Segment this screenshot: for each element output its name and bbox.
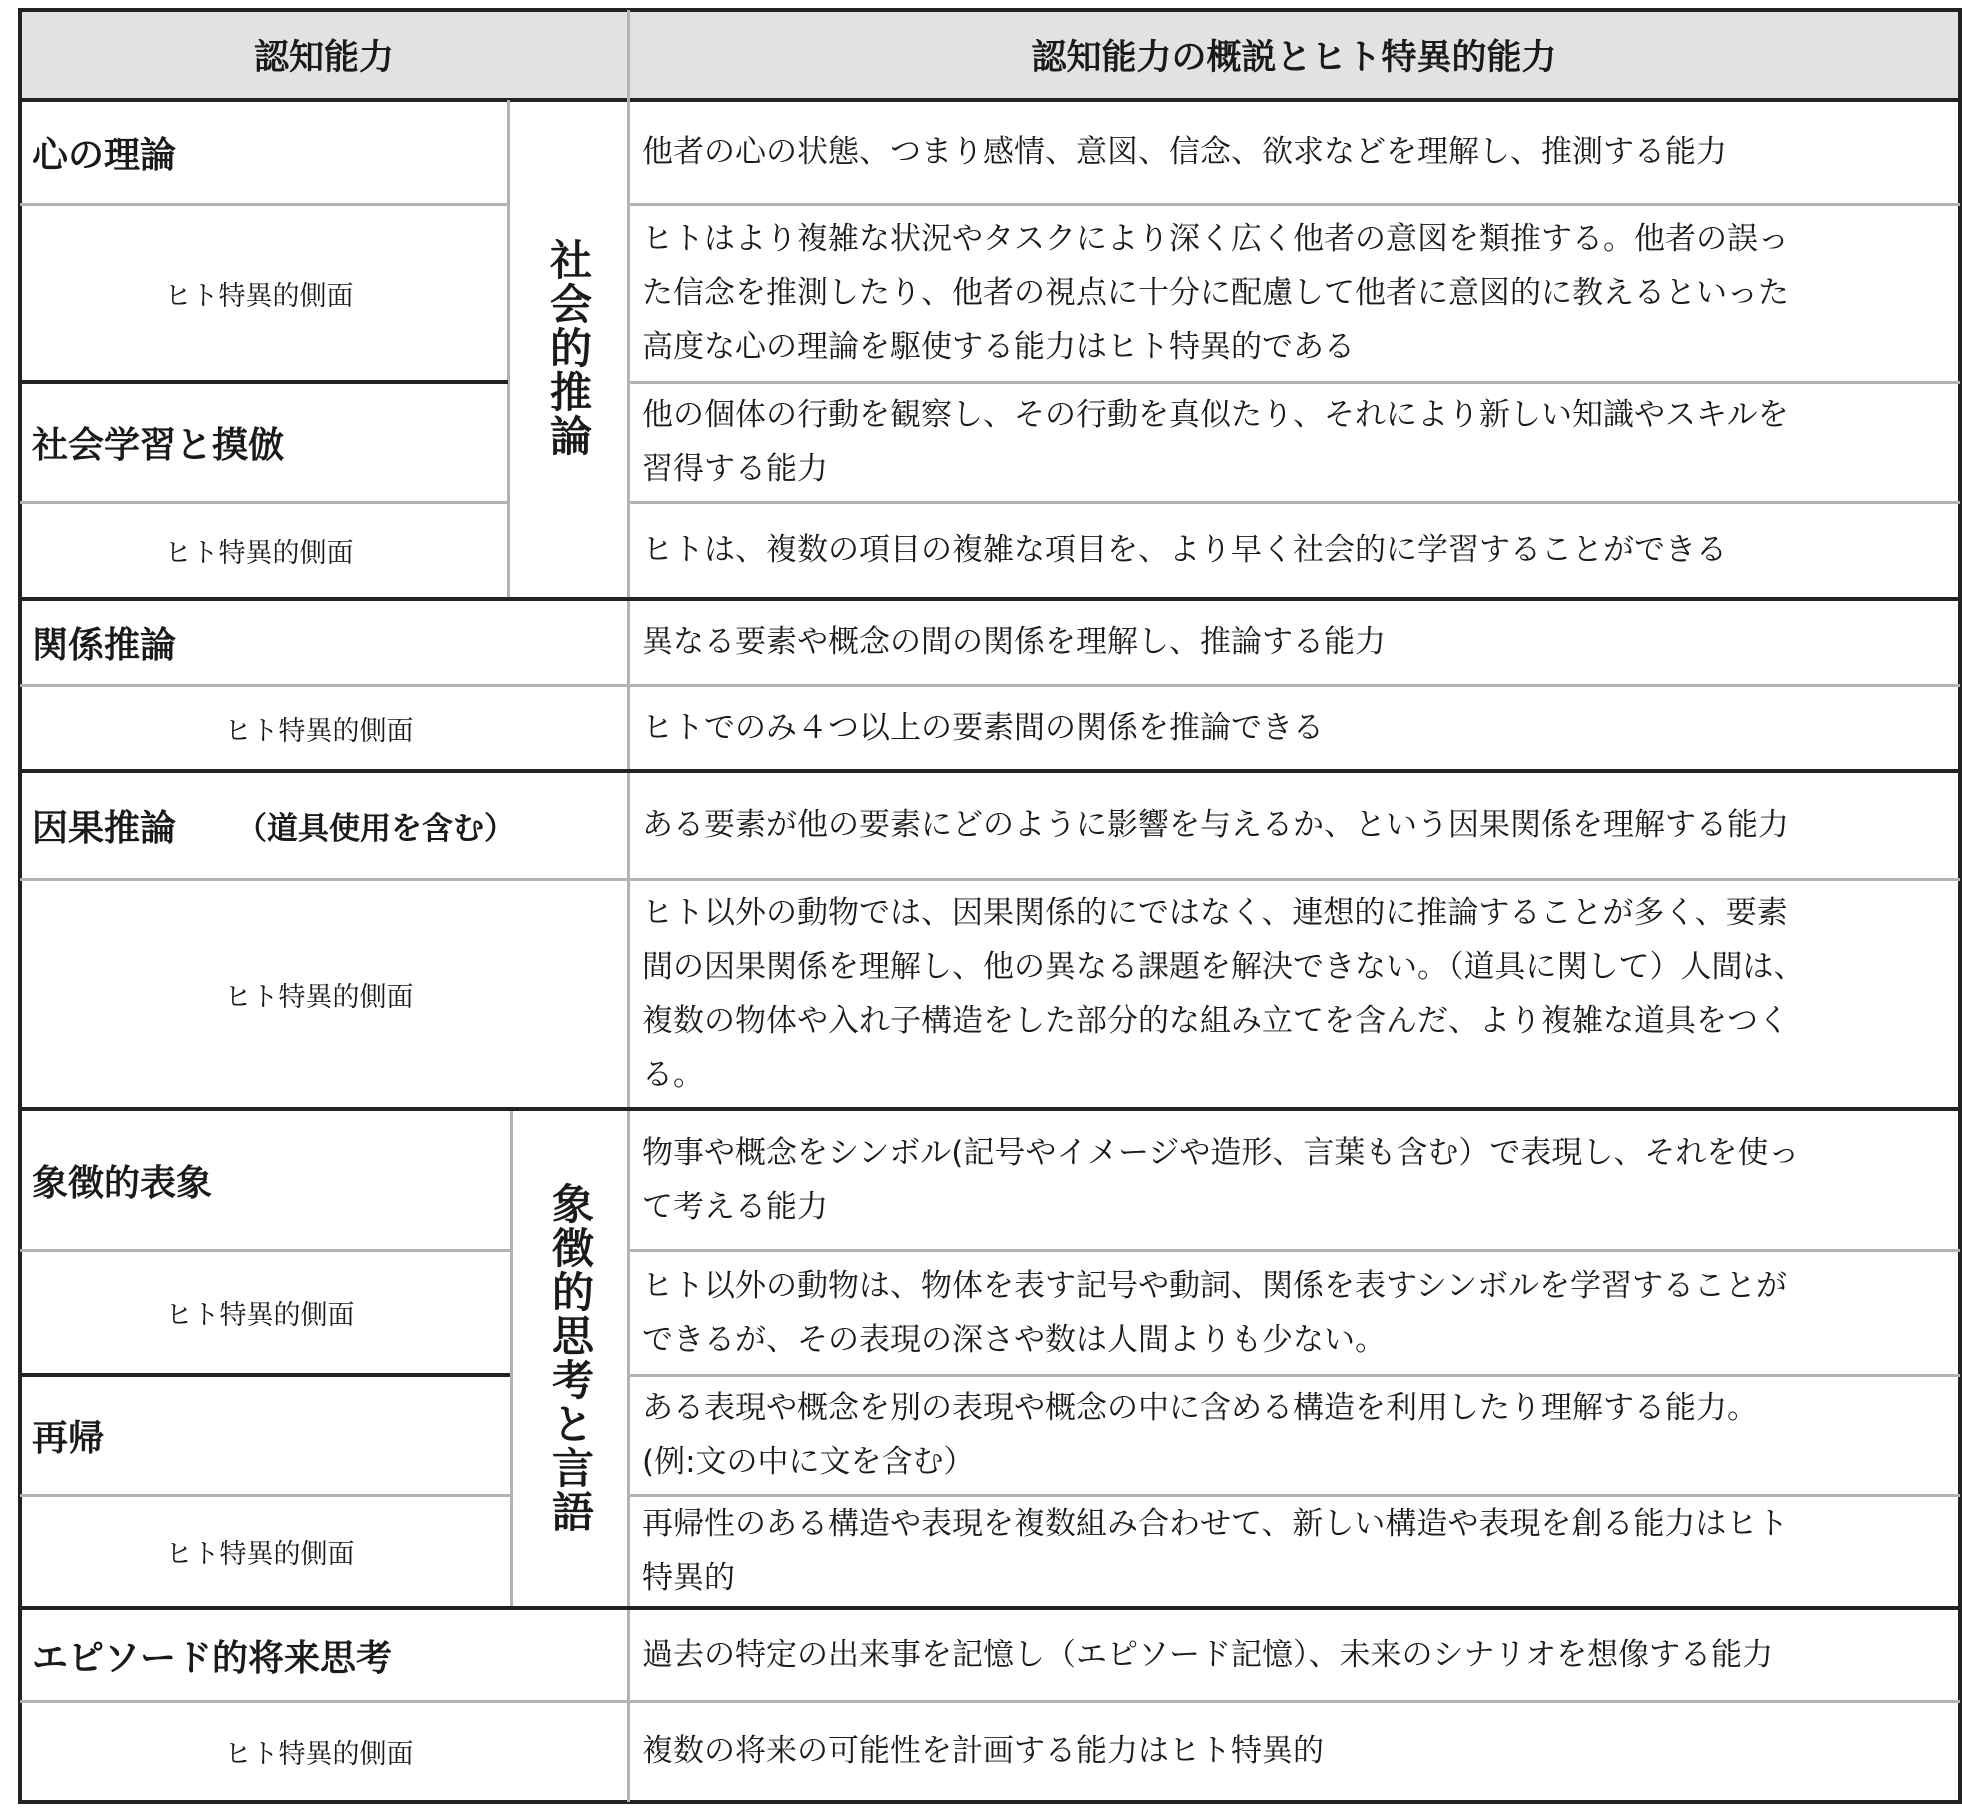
ability-causal-reasoning (22, 772, 626, 878)
aspect-label-causal-reasoning: ヒト特異的側面 (224, 981, 414, 1013)
description-social-learning: 他の個体の行動を観察し、その行動を真似たり、それにより新しい知識やスキルを 習得する能力 (642, 397, 1789, 487)
group-symbolic-thought-label: 象徴的思考と言語 (546, 1181, 595, 1534)
border-right (1958, 8, 1962, 1804)
aspect-episodic-future-thinking: 複数の将来の可能性を計画する能力はヒト特異的 (642, 1733, 1324, 1769)
rule-rec-sub-left (20, 1494, 510, 1497)
description-theory-of-mind: 他者の心の状態、つまり感情、意図、信念、欲求などを理解し、推測する能力 (642, 134, 1727, 170)
ability-relational-reasoning: 関係推論 (32, 624, 177, 666)
rule-recursion-left (18, 1373, 510, 1377)
aspect-label-recursion: ヒト特異的側面 (165, 1538, 355, 1570)
aspect-label-theory-of-mind: ヒト特異的側面 (164, 280, 354, 312)
aspect-recursion: 再帰性のある構造や表現を複数組み合わせて、新しい構造や表現を創る能力はヒト 特異的 (642, 1506, 1789, 1596)
ability-episodic-future-thinking: エピソード的将来思考 (32, 1637, 393, 1679)
group-social-reasoning (510, 100, 626, 596)
group-symbolic-thought (512, 1109, 628, 1606)
rule-section-2 (18, 597, 1962, 601)
border-bottom (18, 1800, 1962, 1804)
rule-group-social-left (507, 100, 510, 598)
ability-theory-of-mind: 心の理論 (32, 134, 177, 176)
aspect-label-social-learning: ヒト特異的側面 (164, 537, 354, 569)
header-col2: 認知能力の概説とヒト特異的能力 (1031, 38, 1557, 78)
rule-section-4 (18, 1107, 1962, 1111)
rule-epi-sub (20, 1700, 1960, 1703)
rule-header (18, 98, 1962, 102)
rule-section-3 (18, 769, 1962, 773)
rule-sl-sub-right (628, 501, 1960, 504)
description-causal-reasoning: ある要素が他の要素にどのように影響を与えるか、という因果関係を理解する能力 (642, 807, 1789, 843)
ability-causal-reasoning-note: （道具使用を含む） (236, 810, 516, 847)
ability-causal-reasoning-name: 因果推論 (32, 807, 177, 849)
description-symbolic-representation: 物事や概念をシンボル(記号やイメージや造形、言葉も含む）で表現し、それを使っ て考える能力 (642, 1135, 1800, 1225)
group-social-reasoning-label: 社会的推論 (544, 238, 593, 458)
rule-causal-sub (20, 878, 1960, 881)
aspect-label-relational-reasoning: ヒト特異的側面 (224, 715, 414, 747)
aspect-social-learning: ヒトは、複数の項目の複雑な項目を、より早く社会的に学習することができる (642, 532, 1727, 568)
rule-tom-sub-left (20, 203, 508, 206)
rule-sym-sub-right (628, 1249, 1960, 1252)
aspect-relational-reasoning: ヒトでのみ４つ以上の要素間の関係を推論できる (642, 710, 1324, 746)
aspect-label-symbolic-representation: ヒト特異的側面 (165, 1300, 355, 1331)
border-top (18, 8, 1962, 12)
rule-group-symbolic-left (510, 1110, 513, 1607)
description-episodic-future-thinking: 過去の特定の出来事を記憶し（エピソード記憶）、未来のシナリオを想像する能力 (642, 1637, 1774, 1673)
border-left (18, 8, 22, 1804)
rule-tom-sub-right (628, 203, 1960, 206)
description-relational-reasoning: 異なる要素や概念の間の関係を理解し、推論する能力 (642, 624, 1386, 660)
rule-section-5 (18, 1606, 1962, 1610)
aspect-theory-of-mind: ヒトはより複雑な状況やタスクにより深く広く他者の意図を類推する。他者の誤っ た信念を推測したり、他者の視点に十分に配慮して他者に意図的に教えるといった 高度な心の理論を駆使する能力はヒト特異的である (642, 221, 1789, 365)
ability-recursion: 再帰 (32, 1417, 105, 1459)
rule-rec-sub-right (628, 1494, 1960, 1497)
rule-social-learning-left (18, 380, 508, 384)
rule-sym-sub-left (20, 1249, 510, 1252)
rule-social-learning-right (628, 381, 1960, 384)
aspect-symbolic-representation: ヒト以外の動物は、物体を表す記号や動詞、関係を表すシンボルを学習することが できるが、その表現の深さや数は人間よりも少ない。 (642, 1267, 1787, 1358)
aspect-label-episodic-future-thinking: ヒト特異的側面 (224, 1738, 414, 1770)
rule-rel-sub (20, 684, 1960, 687)
rule-recursion-right (628, 1374, 1960, 1377)
ability-symbolic-representation: 象徴的表象 (32, 1162, 213, 1204)
aspect-causal-reasoning: ヒト以外の動物では、因果関係的にではなく、連想的に推論することが多く、要素 間の因果関係を理解し、他の異なる課題を解決できない。（道具に関して）人間は、 複数の物体や入れ子構造をした部分的な組み立てを含んだ、より複雑な道具をつく る。 (642, 895, 1805, 1093)
header-col1: 認知能力 (253, 38, 394, 78)
rule-sl-sub-left (20, 501, 508, 504)
description-recursion: ある表現や概念を別の表現や概念の中に含める構造を利用したり理解する能力。 (例:文の中に文を含む） (642, 1390, 1758, 1480)
rule-column-divider (627, 10, 630, 1802)
ability-social-learning: 社会学習と摸倣 (32, 424, 285, 466)
